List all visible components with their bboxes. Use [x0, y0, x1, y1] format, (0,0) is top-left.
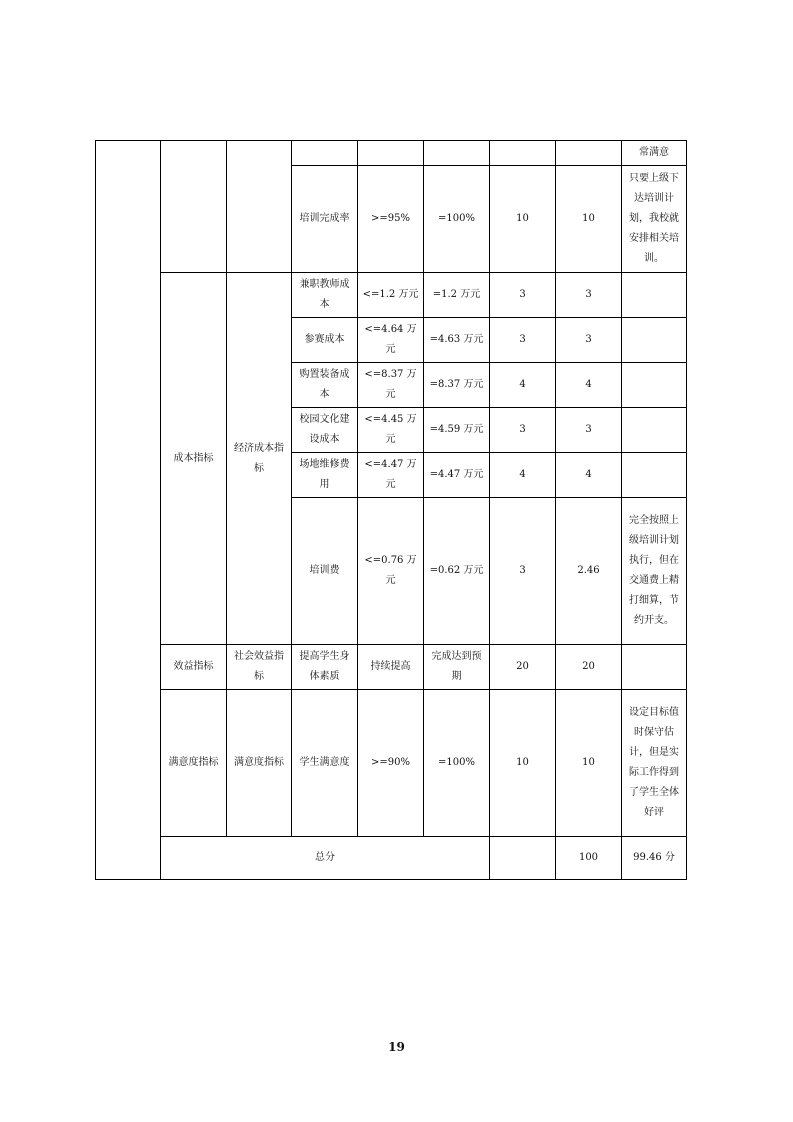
target-cell: >=95%	[358, 166, 424, 273]
target-cell: <=4.45 万元	[358, 408, 424, 453]
note-cell	[622, 645, 687, 690]
category-cell-empty	[96, 141, 161, 880]
score-cell: 3	[556, 318, 622, 363]
weight-cell: 20	[490, 645, 556, 690]
empty-cell	[358, 141, 424, 166]
actual-cell: =4.47 万元	[424, 453, 490, 498]
target-cell: <=4.64 万元	[358, 318, 424, 363]
indicator-cell: 校园文化建设成本	[292, 408, 358, 453]
weight-cell: 3	[490, 408, 556, 453]
secondary-indicator-satisfaction: 满意度指标	[227, 690, 292, 837]
note-cell: 只要上级下达培训计划，我校就安排相关培训。	[622, 166, 687, 273]
actual-cell: 完成达到预期	[424, 645, 490, 690]
table-row	[96, 690, 687, 837]
target-cell: >=90%	[358, 690, 424, 837]
actual-cell: =4.63 万元	[424, 318, 490, 363]
actual-cell: =8.37 万元	[424, 363, 490, 408]
indicator-cell: 兼职教师成本	[292, 273, 358, 318]
score-cell: 2.46	[556, 498, 622, 645]
empty-cell	[490, 141, 556, 166]
actual-cell: =0.62 万元	[424, 498, 490, 645]
primary-indicator-benefit: 效益指标	[161, 645, 227, 690]
indicator-cell: 培训费	[292, 498, 358, 645]
note-cell	[622, 363, 687, 408]
actual-cell: =4.59 万元	[424, 408, 490, 453]
score-cell: 3	[556, 273, 622, 318]
table-row	[96, 273, 687, 318]
indicator-cell: 培训完成率	[292, 166, 358, 273]
note-cell	[622, 318, 687, 363]
target-cell: <=0.76 万元	[358, 498, 424, 645]
actual-cell: =100%	[424, 166, 490, 273]
actual-cell: =100%	[424, 690, 490, 837]
note-cell	[622, 273, 687, 318]
primary-indicator-cost: 成本指标	[161, 273, 227, 645]
note-cell	[622, 453, 687, 498]
weight-cell: 4	[490, 453, 556, 498]
indicator-cell: 场地维修费用	[292, 453, 358, 498]
note-cell: 完全按照上级培训计划执行，但在交通费上精打细算，节约开支。	[622, 498, 687, 645]
primary-indicator-empty	[161, 141, 227, 273]
note-cell: 设定目标值时保守估计，但是实际工作得到了学生全体好评	[622, 690, 687, 837]
weight-cell: 3	[490, 498, 556, 645]
indicator-cell: 购置装备成本	[292, 363, 358, 408]
total-score: 99.46 分	[622, 837, 687, 880]
performance-table	[95, 140, 687, 880]
secondary-indicator-economic: 经济成本指标	[227, 273, 292, 645]
weight-cell: 3	[490, 318, 556, 363]
score-cell: 20	[556, 645, 622, 690]
secondary-indicator-social: 社会效益指标	[227, 645, 292, 690]
table-row	[96, 645, 687, 690]
total-weight: 100	[556, 837, 622, 880]
indicator-cell: 学生满意度	[292, 690, 358, 837]
indicator-cell: 提高学生身体素质	[292, 645, 358, 690]
weight-cell: 10	[490, 166, 556, 273]
empty-cell	[292, 141, 358, 166]
page-number: 19	[388, 1040, 405, 1054]
target-cell: <=8.37 万元	[358, 363, 424, 408]
total-label: 总分	[161, 837, 490, 880]
weight-cell: 3	[490, 273, 556, 318]
weight-cell: 10	[490, 690, 556, 837]
note-cell	[622, 408, 687, 453]
empty-cell	[424, 141, 490, 166]
actual-cell: =1.2 万元	[424, 273, 490, 318]
score-cell: 4	[556, 363, 622, 408]
indicator-cell: 参赛成本	[292, 318, 358, 363]
score-cell: 3	[556, 408, 622, 453]
empty-cell	[556, 141, 622, 166]
empty-cell	[490, 837, 556, 880]
score-cell: 4	[556, 453, 622, 498]
total-row	[96, 837, 687, 880]
weight-cell: 4	[490, 363, 556, 408]
table-row	[96, 141, 687, 166]
secondary-indicator-empty	[227, 141, 292, 273]
target-cell: 持续提高	[358, 645, 424, 690]
note-cell: 常满意	[622, 141, 687, 166]
primary-indicator-satisfaction: 满意度指标	[161, 690, 227, 837]
target-cell: <=4.47 万元	[358, 453, 424, 498]
score-cell: 10	[556, 166, 622, 273]
score-cell: 10	[556, 690, 622, 837]
target-cell: <=1.2 万元	[358, 273, 424, 318]
